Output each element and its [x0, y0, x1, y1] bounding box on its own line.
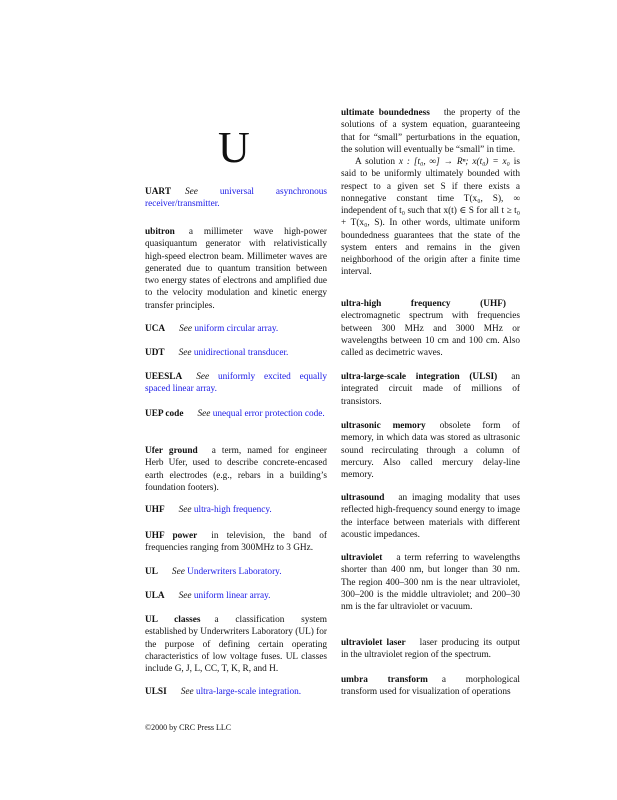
- see-label: See: [197, 409, 211, 419]
- definition: an integrated circuit made of millions of transistors.: [341, 372, 520, 407]
- see-label: See: [179, 324, 193, 334]
- cross-reference-link[interactable]: unequal error protection code.: [212, 409, 325, 419]
- term: umbra transform: [341, 675, 428, 685]
- definition: laser producing its output in the ultraviolet region of the spectrum.: [341, 638, 520, 661]
- paragraph-text: is said to be uniformly ultimately bounded with respect to a given set S if there exists a nonnegative constant time T(x₀, S), ∞ independent of t₀ such that x(t) ∈ S for all t ≥ t₀ + T(x₀, S). In other words, ultimate uniform boundedness guarantees that the state of the system enters and remains in the given neighborhood of the origin after a finite time interval.: [341, 157, 520, 278]
- term: ultraviolet laser: [341, 638, 406, 648]
- entry-umbra-transform: [341, 674, 520, 699]
- entry-ubitron: [145, 226, 327, 312]
- entry-ul-classes: [145, 614, 327, 675]
- definition: the property of the solutions of a system equation, guaranteeing that for “small” perturbations in the equation, the solution will eventually be “small” in time.: [341, 108, 520, 155]
- definition: a millimeter wave high-power quasiquantum generator with relativistically high-speed electron beam. Millimeter waves are generated due to quantum transition between two energy states of electrons and amplified due to the velocity modulation and kinetic energy transfer principles.: [145, 227, 327, 311]
- entry-uhf: [145, 504, 327, 516]
- see-label: See: [171, 567, 185, 577]
- cross-reference-link[interactable]: uniform linear array.: [193, 591, 271, 601]
- entry-ufer-ground: [145, 445, 327, 494]
- term: UHF: [145, 505, 165, 515]
- see-label: See: [178, 348, 192, 358]
- entry-ulsi: [145, 686, 327, 698]
- entry-ula: [145, 590, 327, 602]
- term: UEESLA: [145, 372, 183, 382]
- entry-ultraviolet: [341, 552, 520, 613]
- term: UEP code: [145, 409, 184, 419]
- cross-reference-link[interactable]: ultra-large-scale integration.: [195, 687, 302, 697]
- entry-ulsi-full: [341, 371, 520, 408]
- definition: a term, named for engineer Herb Ufer, used to describe concrete-encased earth electrodes (e.g., rebars in a building’s foundation footers).: [145, 446, 327, 493]
- see-label: See: [178, 505, 192, 515]
- entry-uart: [145, 186, 327, 211]
- cross-reference-link[interactable]: universal asynchronous receiver/transmitter.: [145, 187, 328, 210]
- see-label: See: [196, 372, 210, 382]
- cross-reference-link[interactable]: uniformly excited equally spaced linear array.: [145, 372, 328, 395]
- term: UHF power: [145, 531, 198, 541]
- term: UDT: [145, 348, 165, 358]
- definition: a morphological transform used for visualization of operations: [341, 675, 520, 698]
- term: ultimate boundedness: [341, 108, 430, 118]
- entry-udt: [145, 347, 327, 359]
- entry-ueesla: [145, 371, 327, 396]
- term: Ufer ground: [145, 446, 198, 456]
- term: UL: [145, 567, 158, 577]
- term: ULA: [145, 591, 165, 601]
- see-label: See: [178, 591, 192, 601]
- entry-ultrasound: [341, 492, 520, 541]
- entry-uca: [145, 323, 327, 335]
- term: ultra-high frequency (UHF): [341, 299, 506, 309]
- cross-reference-link[interactable]: Underwriters Laboratory.: [187, 567, 282, 577]
- definition-paragraph: [341, 156, 520, 279]
- term: ULSI: [145, 687, 167, 697]
- math-expression: x : [t₀, ∞] → Rⁿ; x(t₀) = x₀: [398, 157, 510, 167]
- copyright-footer: ©2000 by CRC Press LLC: [145, 723, 232, 732]
- entry-uhf-power: [145, 530, 327, 555]
- see-label: See: [185, 187, 198, 197]
- term: UCA: [145, 324, 166, 334]
- entry-ultrasonic-memory: [341, 420, 520, 481]
- entry-ultimate-boundedness: [341, 107, 520, 279]
- term: ultrasound: [341, 493, 385, 503]
- definition: a classification system established by Underwriters Laboratory (UL) for the purpose of defining certain operating characteristics of low voltage fuses. UL classes include G, J, L, CC, T, K, R, and H.: [145, 615, 328, 674]
- section-letter: U: [218, 123, 250, 172]
- entry-ultra-high-frequency: [341, 298, 520, 359]
- cross-reference-link[interactable]: uniform circular array.: [194, 324, 279, 334]
- term: ubitron: [145, 227, 175, 237]
- term: UL classes: [145, 615, 201, 625]
- term: ultra-large-scale integration (ULSI): [341, 372, 498, 382]
- definition: a term referring to wavelengths shorter than 400 nm, but longer than 30 nm. The region 400–300 nm is the near ultraviolet, 300–200 is the middle ultraviolet; and 200–30 nm is the far ultraviolet or vacuum.: [341, 553, 520, 612]
- entry-uep-code: [145, 408, 327, 420]
- definition: in television, the band of frequencies ranging from 300MHz to 3 GHz.: [145, 531, 327, 554]
- term: UART: [145, 187, 172, 197]
- cross-reference-link[interactable]: ultra-high frequency.: [193, 505, 272, 515]
- definition: an imaging modality that uses reflected high-frequency sound energy to image the interface between materials with different acoustic impedances.: [341, 493, 520, 540]
- entry-ultraviolet-laser: [341, 637, 520, 662]
- definition: electromagnetic spectrum with frequencies between 300 MHz and 3000 MHz or wavelengths between 10 cm and 100 cm. Also called as decimetric waves.: [341, 311, 520, 358]
- term: ultraviolet: [341, 553, 383, 563]
- cross-reference-link[interactable]: unidirectional transducer.: [193, 348, 289, 358]
- paragraph-text: A solution: [355, 157, 399, 167]
- term: ultrasonic memory: [341, 421, 426, 431]
- entry-ul: [145, 566, 327, 578]
- see-label: See: [180, 687, 194, 697]
- definition: obsolete form of memory, in which data was stored as ultrasonic sound recirculating through a column of mercury. Also called mercury delay-line memory.: [341, 421, 520, 480]
